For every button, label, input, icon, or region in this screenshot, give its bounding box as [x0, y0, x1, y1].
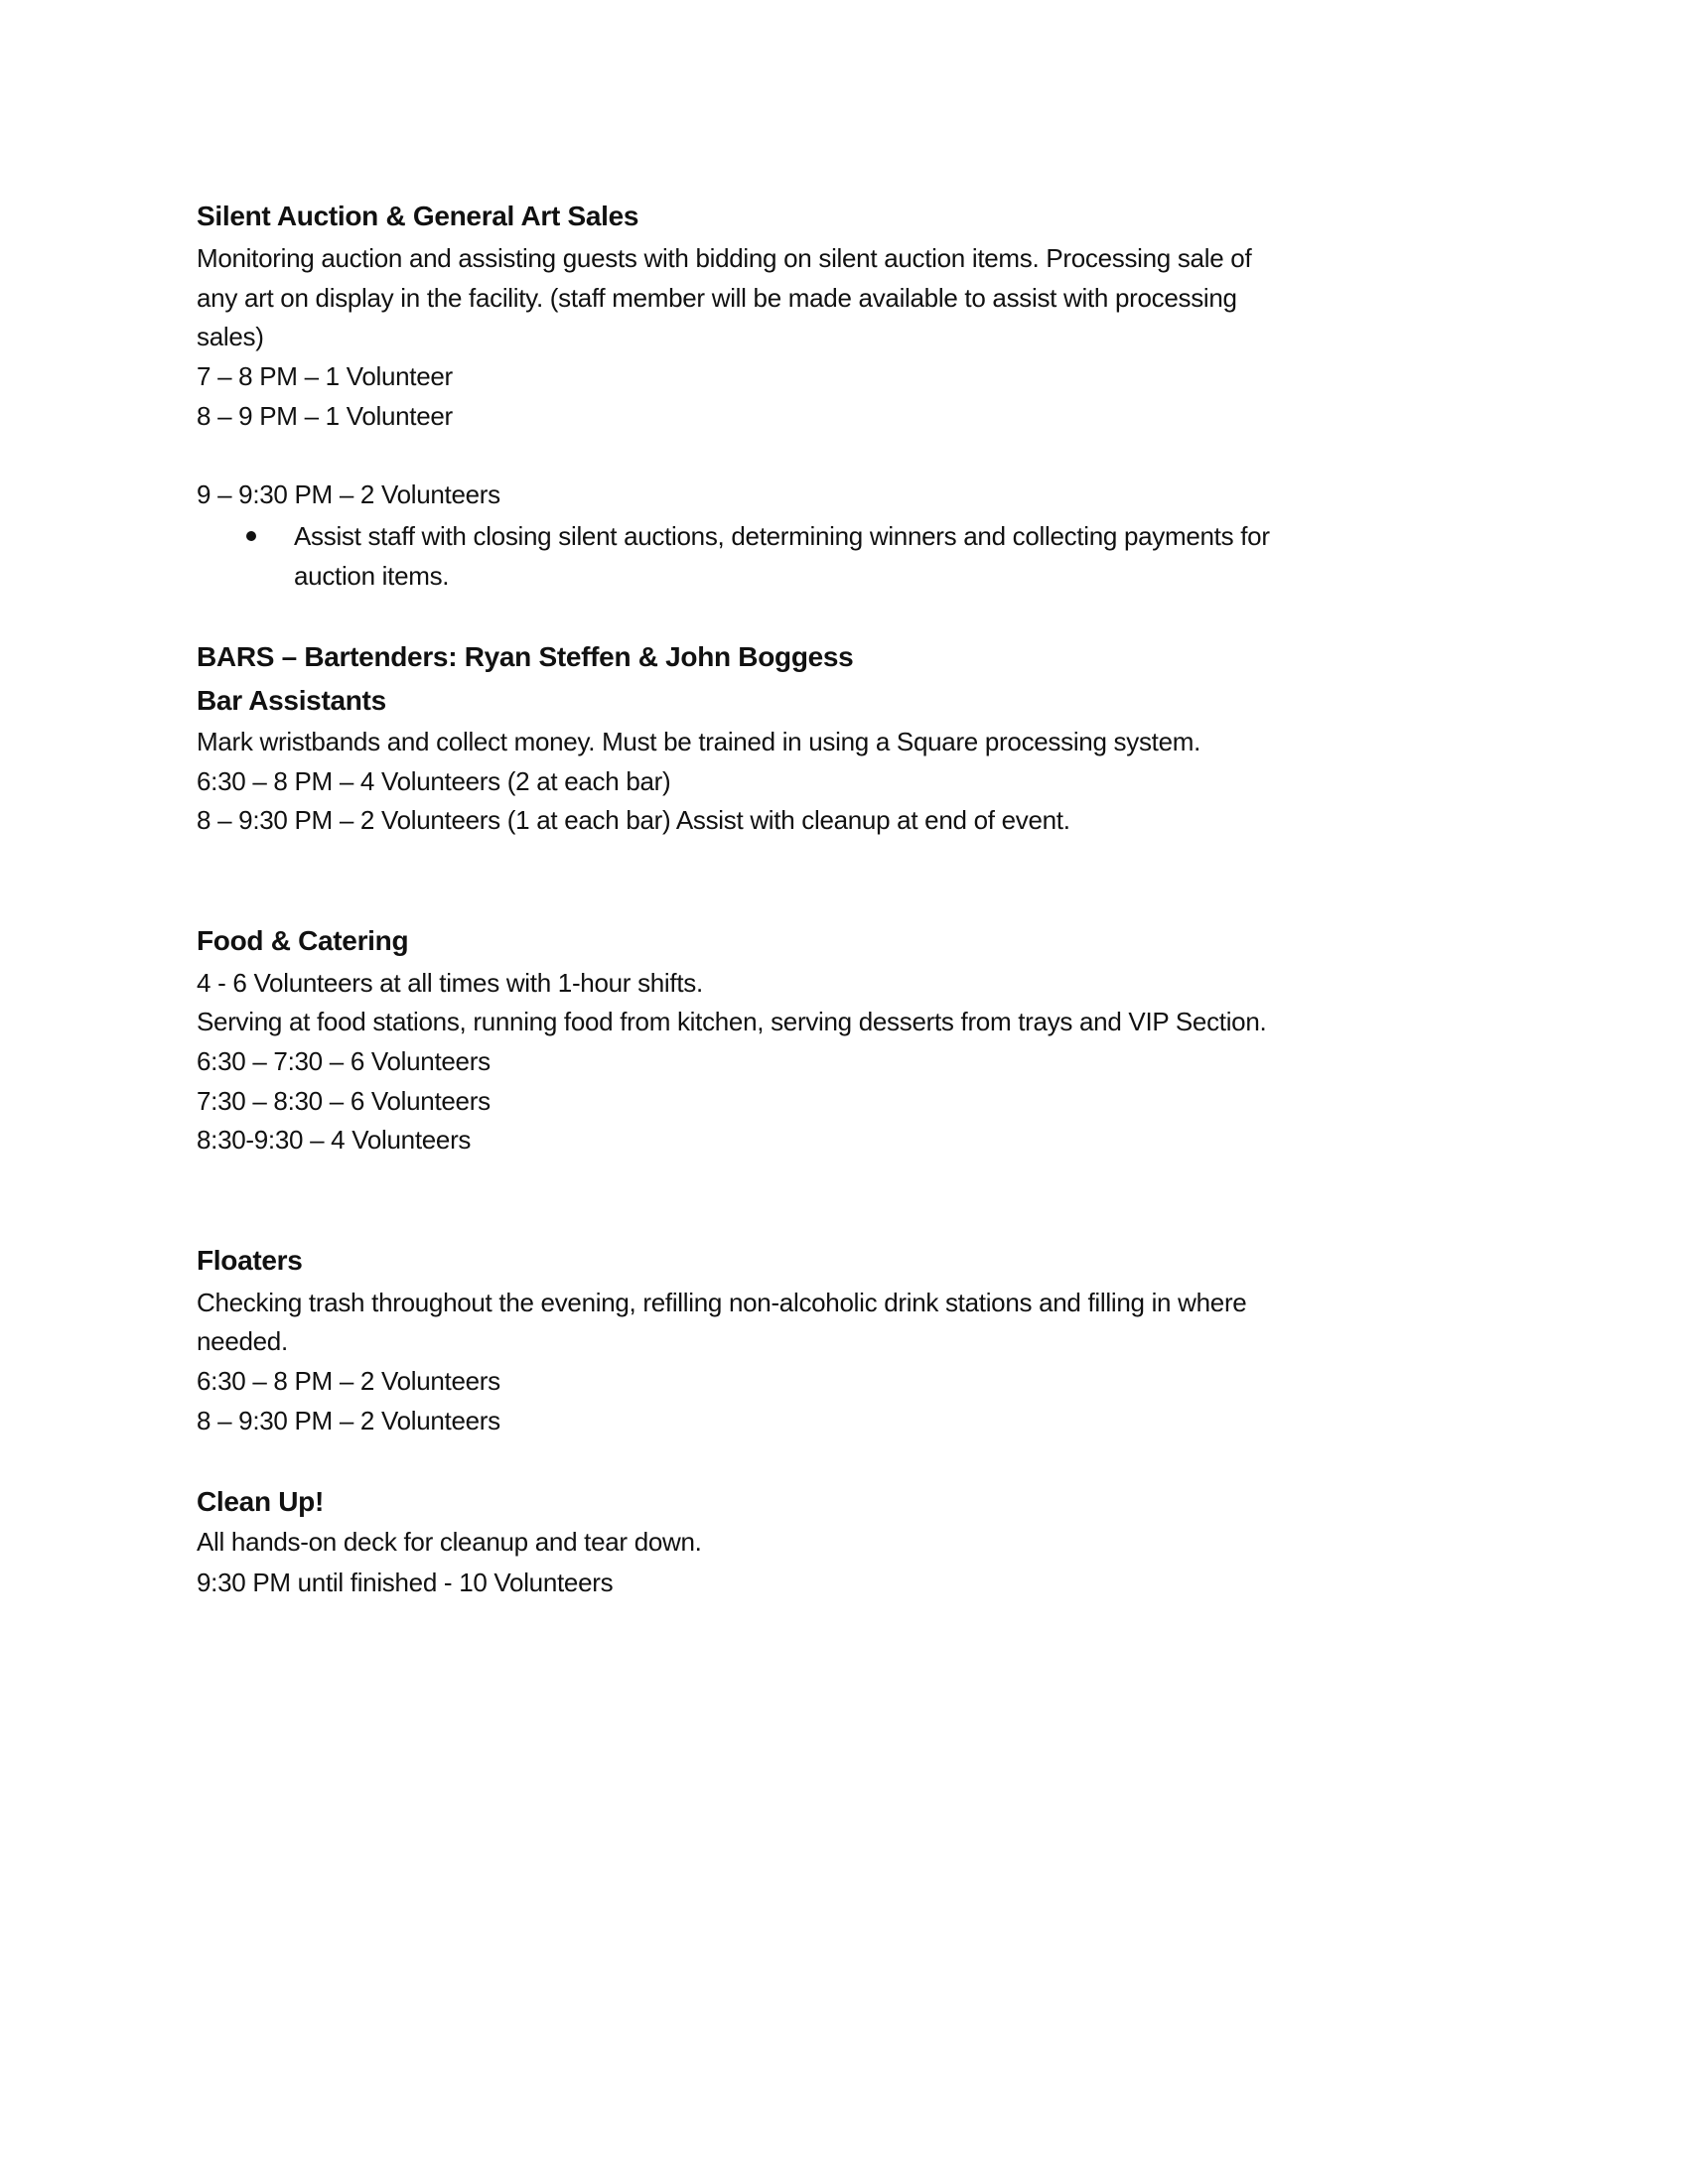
silent-auction-bullet: Assist staff with closing silent auctions, determining winners and collecting payments for: [294, 521, 1270, 551]
floaters-description: needed.: [197, 1326, 288, 1356]
bars-description: Mark wristbands and collect money. Must be trained in using a Square processing system.: [197, 727, 1201, 756]
floaters-shift: 8 – 9:30 PM – 2 Volunteers: [197, 1406, 500, 1435]
silent-auction-description: sales): [197, 322, 264, 351]
food-shift: 7:30 – 8:30 – 6 Volunteers: [197, 1086, 491, 1116]
floaters-shift: 6:30 – 8 PM – 2 Volunteers: [197, 1366, 500, 1396]
silent-auction-shift: 9 – 9:30 PM – 2 Volunteers: [197, 479, 500, 509]
bars-shift: 8 – 9:30 PM – 2 Volunteers (1 at each bar) Assist with cleanup at end of event.: [197, 805, 1070, 835]
food-description: Serving at food stations, running food from kitchen, serving desserts from trays and VIP Section.: [197, 1007, 1267, 1036]
silent-auction-shift: 8 – 9 PM – 1 Volunteer: [197, 401, 453, 431]
food-heading: Food & Catering: [197, 925, 409, 956]
bar-assistants-heading: Bar Assistants: [197, 685, 386, 716]
bars-heading: BARS – Bartenders: Ryan Steffen & John Boggess: [197, 641, 854, 672]
silent-auction-description: any art on display in the facility. (staff member will be made available to assist with processing: [197, 283, 1237, 313]
cleanup-description: All hands-on deck for cleanup and tear down.: [197, 1527, 702, 1557]
food-shift: 6:30 – 7:30 – 6 Volunteers: [197, 1046, 491, 1076]
cleanup-shift: 9:30 PM until finished - 10 Volunteers: [197, 1568, 614, 1597]
bars-shift: 6:30 – 8 PM – 4 Volunteers (2 at each bar): [197, 766, 671, 796]
bullet-icon: [246, 531, 256, 541]
floaters-description: Checking trash throughout the evening, refilling non-alcoholic drink stations and filling in where: [197, 1288, 1247, 1317]
silent-auction-heading: Silent Auction & General Art Sales: [197, 201, 639, 231]
cleanup-heading: Clean Up!: [197, 1486, 324, 1517]
silent-auction-bullet: auction items.: [294, 561, 450, 591]
food-description: 4 - 6 Volunteers at all times with 1-hour shifts.: [197, 968, 703, 998]
silent-auction-shift: 7 – 8 PM – 1 Volunteer: [197, 361, 453, 391]
food-shift: 8:30-9:30 – 4 Volunteers: [197, 1125, 472, 1155]
silent-auction-description: Monitoring auction and assisting guests with bidding on silent auction items. Processing sale of: [197, 243, 1252, 273]
floaters-heading: Floaters: [197, 1245, 303, 1276]
